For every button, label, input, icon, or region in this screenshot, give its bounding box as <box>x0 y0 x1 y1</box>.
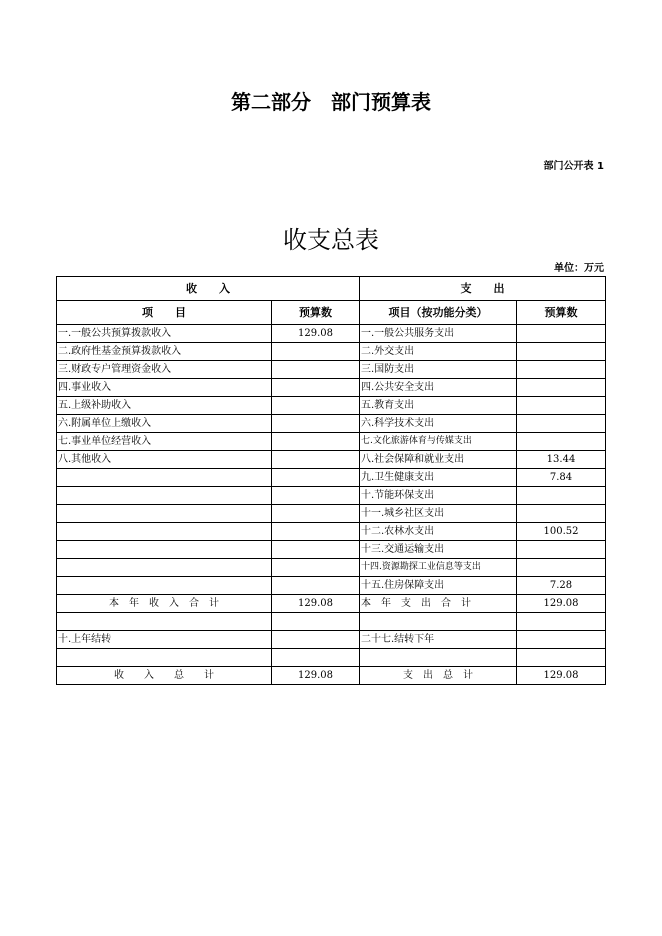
income-item-cell: 八.其他收入 <box>57 451 272 469</box>
income-value-cell <box>272 361 360 379</box>
income-item-cell <box>57 577 272 595</box>
blank-cell <box>272 649 360 667</box>
expense-item-cell: 十二.农林水支出 <box>360 523 517 541</box>
income-item-cell <box>57 469 272 487</box>
income-item-cell: 六.附属单位上缴收入 <box>57 415 272 433</box>
expense-item-cell: 十五.住房保障支出 <box>360 577 517 595</box>
carry-row <box>57 631 606 649</box>
income-value-cell <box>272 577 360 595</box>
expense-item-cell: 五.教育支出 <box>360 397 517 415</box>
form-code: 部门公开表 1 <box>543 161 604 172</box>
expense-item-cell: 十三.交通运输支出 <box>360 541 517 559</box>
expense-item-cell: 十.节能环保支出 <box>360 487 517 505</box>
expense-value-cell: 13.44 <box>517 451 606 469</box>
grand-expense-total-label: 支 出 总 计 <box>360 667 517 685</box>
table-row <box>57 379 606 397</box>
carry-expense-value <box>517 631 606 649</box>
expense-value-cell <box>517 559 606 577</box>
expense-value-cell <box>517 487 606 505</box>
income-item-cell: 四.事业收入 <box>57 379 272 397</box>
table-row <box>57 559 606 577</box>
table-row <box>57 469 606 487</box>
blank-cell <box>57 613 272 631</box>
grand-total-row <box>57 667 606 685</box>
year-expense-total-label: 本 年 支 出 合 计 <box>360 595 517 613</box>
unit-label: 单位：万元 <box>554 263 604 274</box>
table-row <box>57 415 606 433</box>
expense-value-cell <box>517 415 606 433</box>
income-item-cell: 五.上级补助收入 <box>57 397 272 415</box>
income-item-cell <box>57 505 272 523</box>
income-value-cell <box>272 397 360 415</box>
income-value-cell <box>272 487 360 505</box>
income-value-cell <box>272 415 360 433</box>
expense-item-cell: 九.卫生健康支出 <box>360 469 517 487</box>
expense-item-cell: 四.公共安全支出 <box>360 379 517 397</box>
table-row <box>57 541 606 559</box>
expense-value-cell <box>517 541 606 559</box>
expense-item-cell: 六.科学技术支出 <box>360 415 517 433</box>
expense-value-cell: 7.84 <box>517 469 606 487</box>
expense-header: 支 出 <box>360 277 606 301</box>
income-item-cell <box>57 541 272 559</box>
year-expense-total-value: 129.08 <box>517 595 606 613</box>
grand-income-total-label: 收 入 总 计 <box>57 667 272 685</box>
expense-value-cell: 100.52 <box>517 523 606 541</box>
table-row <box>57 451 606 469</box>
income-item-cell: 二.政府性基金预算拨款收入 <box>57 343 272 361</box>
blank-cell <box>272 613 360 631</box>
table-row <box>57 343 606 361</box>
table-header-row <box>57 277 606 301</box>
table-row <box>57 523 606 541</box>
part-title: 第二部分 部门预算表 <box>231 90 431 114</box>
expense-item-cell: 三.国防支出 <box>360 361 517 379</box>
blank-row <box>57 613 606 631</box>
expense-value-cell <box>517 361 606 379</box>
grand-income-total-value: 129.08 <box>272 667 360 685</box>
grand-expense-total-value: 129.08 <box>517 667 606 685</box>
income-value-cell <box>272 379 360 397</box>
expense-value-cell <box>517 343 606 361</box>
expense-item-cell: 十四.资源勘探工业信息等支出 <box>360 559 517 577</box>
table-row <box>57 487 606 505</box>
budget-summary-table <box>56 276 606 685</box>
income-value-cell: 129.08 <box>272 325 360 343</box>
income-value-cell <box>272 541 360 559</box>
carry-expense-label: 二十七.结转下年 <box>360 631 517 649</box>
income-value-cell <box>272 523 360 541</box>
table-row <box>57 397 606 415</box>
blank-cell <box>360 613 517 631</box>
income-item-cell: 三.财政专户管理资金收入 <box>57 361 272 379</box>
income-value-cell <box>272 343 360 361</box>
blank-row <box>57 649 606 667</box>
blank-cell <box>517 613 606 631</box>
expense-item-cell: 二.外交支出 <box>360 343 517 361</box>
income-item-cell: 一.一般公共预算拨款收入 <box>57 325 272 343</box>
table-title: 收支总表 <box>283 226 379 254</box>
expense-value-cell <box>517 505 606 523</box>
budget-header-2: 预算数 <box>517 301 606 325</box>
income-value-cell <box>272 469 360 487</box>
table-row <box>57 505 606 523</box>
expense-item-cell: 一.一般公共服务支出 <box>360 325 517 343</box>
income-header: 收 入 <box>57 277 360 301</box>
table-row <box>57 577 606 595</box>
blank-cell <box>360 649 517 667</box>
expense-item-cell: 八.社会保障和就业支出 <box>360 451 517 469</box>
income-item-cell: 七.事业单位经营收入 <box>57 433 272 451</box>
expense-value-cell: 7.28 <box>517 577 606 595</box>
expense-item-cell: 七.文化旅游体育与传媒支出 <box>360 433 517 451</box>
expense-value-cell <box>517 379 606 397</box>
item-header: 项 目 <box>57 301 272 325</box>
expense-value-cell <box>517 433 606 451</box>
carry-income-label: 十.上年结转 <box>57 631 272 649</box>
carry-income-value <box>272 631 360 649</box>
expense-item-cell: 十一.城乡社区支出 <box>360 505 517 523</box>
expense-value-cell <box>517 325 606 343</box>
income-value-cell <box>272 433 360 451</box>
income-value-cell <box>272 505 360 523</box>
table-row <box>57 325 606 343</box>
blank-cell <box>517 649 606 667</box>
income-value-cell <box>272 559 360 577</box>
item-by-function-header: 项目（按功能分类） <box>360 301 517 325</box>
blank-cell <box>57 649 272 667</box>
income-item-cell <box>57 523 272 541</box>
year-income-total-value: 129.08 <box>272 595 360 613</box>
year-income-total-label: 本 年 收 入 合 计 <box>57 595 272 613</box>
table-row <box>57 433 606 451</box>
income-item-cell <box>57 559 272 577</box>
table-row <box>57 361 606 379</box>
year-total-row <box>57 595 606 613</box>
budget-header: 预算数 <box>272 301 360 325</box>
income-value-cell <box>272 451 360 469</box>
income-item-cell <box>57 487 272 505</box>
expense-value-cell <box>517 397 606 415</box>
table-subheader-row <box>57 301 606 325</box>
